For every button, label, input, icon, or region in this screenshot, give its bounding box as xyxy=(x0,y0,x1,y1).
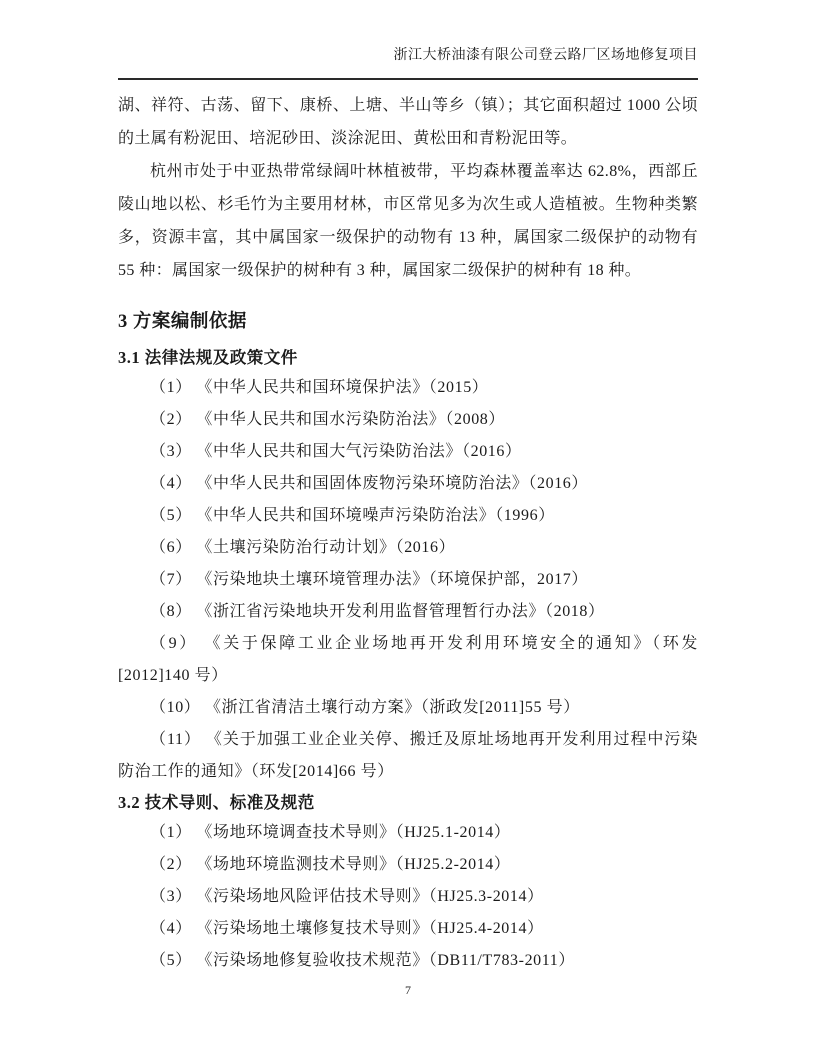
legal-item-8: （8） 《浙江省污染地块开发利用监督管理暂行办法》（2018） xyxy=(150,603,605,620)
standard-item-5: （5） 《污染场地修复验收技术规范》（DB11/T783-2011） xyxy=(150,952,575,969)
section-3-1-heading: 3.1 法律法规及政策文件 xyxy=(118,348,298,367)
page-number: 7 xyxy=(405,983,411,997)
legal-item-10: （10） 《浙江省清洁土壤行动方案》（浙政发[2011]55 号） xyxy=(150,699,580,716)
legal-item-2: （2） 《中华人民共和国水污染防治法》（2008） xyxy=(150,411,506,428)
section-3-2-heading: 3.2 技术导则、标准及规范 xyxy=(118,793,315,812)
page-content xyxy=(118,0,698,977)
standard-item-4: （4） 《污染场地土壤修复技术导则》（HJ25.4-2014） xyxy=(150,920,544,937)
legal-item-11: （11） 《关于加强工业企业关停、搬迁及原址场地再开发利用过程中污染防治工作的通知》（环发[2014]66 号） xyxy=(118,731,698,780)
section-3-heading: 3 方案编制依据 xyxy=(118,312,247,332)
technical-standard-list xyxy=(118,817,698,977)
legal-item-7: （7） 《污染地块土壤环境管理办法》（环境保护部，2017） xyxy=(150,571,589,588)
paragraph-soil-types: 湖、祥符、古荡、留下、康桥、上塘、半山等乡（镇）；其它面积超过 1000 公顷的土属有粉泥田、培泥砂田、淡涂泥田、黄松田和青粉泥田等。 xyxy=(118,97,698,147)
header-rule xyxy=(118,78,698,80)
legal-policy-list xyxy=(118,372,698,788)
paragraph-hangzhou-vegetation: 杭州市处于中亚热带常绿阔叶林植被带，平均森林覆盖率达 62.8%，西部丘陵山地以松、杉毛竹为主要用材林，市区常见多为次生或人造植被。生物种类繁多，资源丰富，其中属国家一级保护的动物有 13 种，属国家二级保护的动物有 55 种：属国家一级保护的树种有 3 种，属国家二级保护的树种有 18 种。 xyxy=(118,163,698,279)
legal-item-1: （1） 《中华人民共和国环境保护法》（2015） xyxy=(150,379,489,396)
legal-item-3: （3） 《中华人民共和国大气污染防治法》（2016） xyxy=(150,443,522,460)
standard-item-3: （3） 《污染场地风险评估技术导则》（HJ25.3-2014） xyxy=(150,888,544,905)
legal-item-5: （5） 《中华人民共和国环境噪声污染防治法》（1996） xyxy=(150,507,555,524)
page-header-title: 浙江大桥油漆有限公司登云路厂区场地修复项目 xyxy=(393,48,698,63)
standard-item-1: （1） 《场地环境调查技术导则》（HJ25.1-2014） xyxy=(150,824,511,841)
legal-item-6: （6） 《土壤污染防治行动计划》（2016） xyxy=(150,539,456,556)
legal-item-4: （4） 《中华人民共和国固体废物污染环境防治法》（2016） xyxy=(150,475,589,492)
legal-item-9: （9） 《关于保障工业企业场地再开发利用环境安全的通知》（环发[2012]140 号） xyxy=(118,635,698,684)
standard-item-2: （2） 《场地环境监测技术导则》（HJ25.2-2014） xyxy=(150,856,511,873)
